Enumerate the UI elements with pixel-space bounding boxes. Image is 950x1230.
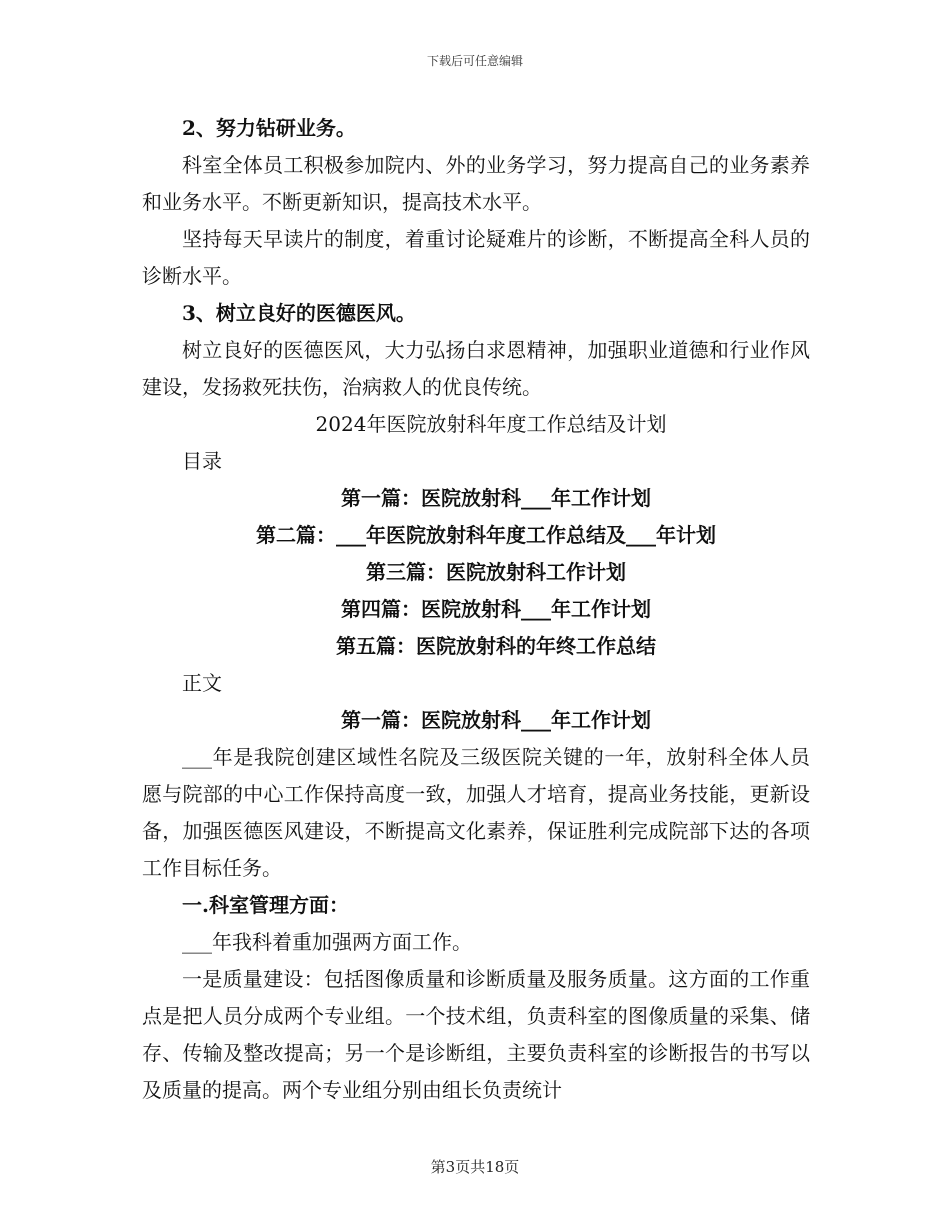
paragraph: 树立良好的医德医风，大力弘扬白求恩精神，加强职业道德和行业作风建设，发扬救死扶伤，治病救人的优良传统。 (142, 338, 810, 399)
paragraph: 科室全体员工积极参加院内、外的业务学习，努力提高自己的业务素养和业务水平。不断更新知识，提高技术水平。 (142, 153, 810, 214)
section-heading-2: 2、努力钻研业务。 (182, 116, 356, 140)
page-footer: 第3页共18页 (430, 1158, 520, 1176)
toc-item-4: 第四篇：医院放射科___年工作计划 (341, 597, 651, 621)
paragraph: ___年是我院创建区域性名院及三级医院关键的一年，放射科全体人员愿与院部的中心工作保持高度一致，加强人才培育，提高业务技能，更新设备，加强医德医风建设，不断提高文化素养，保证胜利完成院部下达的各项工作目标任务。 (142, 745, 810, 880)
paragraph: ___年我科着重加强两方面工作。 (182, 930, 472, 954)
header-note: 下载后可任意编辑 (426, 54, 523, 68)
document-title: 2024年医院放射科年度工作总结及计划 (315, 412, 667, 436)
section-heading-3: 3、树立良好的医德医风。 (182, 301, 416, 325)
paragraph: 坚持每天早读片的制度，着重讨论疑难片的诊断，不断提高全科人员的诊断水平。 (142, 227, 810, 288)
toc-item-3: 第三篇：医院放射科工作计划 (366, 560, 626, 584)
part1-title: 第一篇：医院放射科___年工作计划 (341, 708, 651, 732)
document-body (142, 110, 810, 1109)
part1-heading-1: 一.科室管理方面： (182, 893, 349, 917)
toc-item-5: 第五篇：医院放射科的年终工作总结 (336, 634, 656, 658)
paragraph: 一是质量建设：包括图像质量和诊断质量及服务质量。这方面的工作重点是把人员分成两个专业组。一个技术组，负责科室的图像质量的采集、储存、传输及整改提高；另一个是诊断组，主要负责科室的诊断报告的书写以及质量的提高。两个专业组分别由组长负责统计 (142, 967, 810, 1102)
toc-label: 目录 (182, 449, 222, 473)
toc-item-2: 第二篇：___年医院放射科年度工作总结及___年计划 (256, 523, 716, 547)
body-label: 正文 (182, 671, 222, 695)
toc-item-1: 第一篇：医院放射科___年工作计划 (341, 486, 651, 510)
